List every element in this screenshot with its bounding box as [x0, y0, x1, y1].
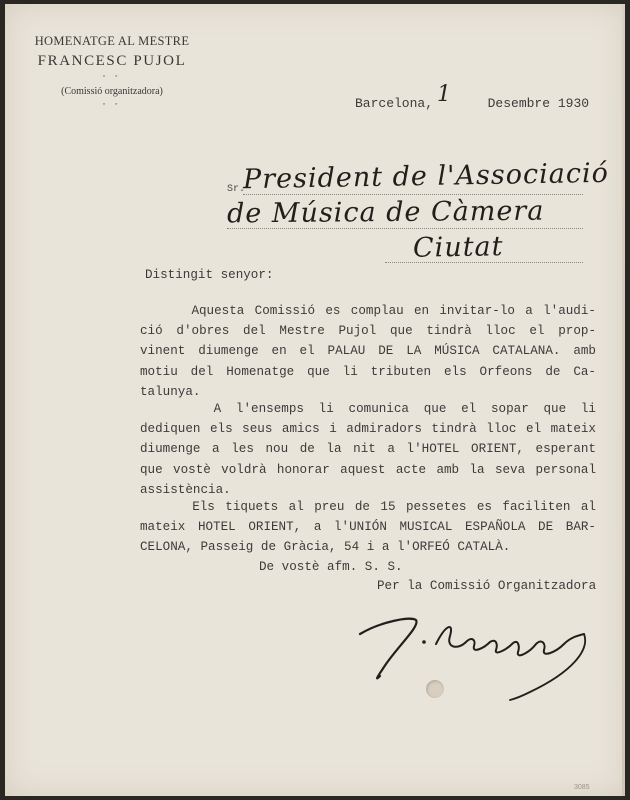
paragraph-line: Els tiquets al preu de 15 pessetes es faciliten al: [140, 500, 596, 514]
paragraph-line: que vostè voldrà honorar aquest acte amb la seva personal: [140, 462, 596, 477]
handwritten-day: 1: [437, 82, 451, 107]
archive-mark: 3085: [574, 784, 590, 791]
paragraph-line: motiu del Homenatge que li tributen els Orfeons de Ca-: [140, 364, 596, 379]
date-suffix: Desembre 1930: [487, 96, 590, 111]
handwritten-recipient-line-3: Ciutat: [412, 231, 504, 264]
paragraph-line: dediquen els seus amics i admiradors tindrà lloc el mateix: [140, 422, 596, 437]
letterhead-ornament: ◦ ◦: [102, 72, 122, 80]
letter-page: [5, 4, 625, 796]
closing-formula: De vostè afm. S. S.: [259, 560, 403, 574]
handwritten-recipient-line-2: de Música de Càmera: [226, 195, 545, 230]
paper-edge: [622, 4, 625, 796]
date-prefix: Barcelona,: [355, 96, 434, 111]
letter-date: [355, 96, 589, 111]
greeting: Distingit senyor:: [145, 268, 274, 282]
paper-stain: [426, 680, 444, 698]
paragraph-invitation: [140, 301, 596, 402]
letterhead: [27, 34, 197, 108]
paragraph-line: A l'ensemps li comunica que el sopar que li: [140, 402, 596, 416]
paragraph-line: ció d'obres del Mestre Pujol que tindrà lloc el prop-: [140, 324, 596, 339]
paragraph-line: talunya.: [140, 384, 201, 399]
paragraph-line: Aquesta Comissió es complau en invitar-lo a l'audi-: [140, 304, 596, 318]
paragraph-tickets: [140, 497, 596, 558]
letterhead-ornament-lower: ◦ ◦: [102, 100, 122, 108]
paragraph-line: CELONA, Passeig de Gràcia, 54 i a l'ORFEÓ CATALÀ.: [140, 540, 511, 555]
letterhead-name: FRANCESC PUJOL: [37, 53, 187, 69]
letterhead-title: HOMENATGE AL MESTRE: [34, 34, 190, 48]
letterhead-subtitle: (Comissió organitzadora): [61, 86, 163, 97]
signoff: Per la Comissió Organitzadora: [377, 579, 597, 593]
paragraph-line: diumenge a les nou de la nit a l'HOTEL ORIENT, esperant: [140, 442, 596, 457]
paragraph-line: assistència.: [140, 482, 231, 497]
salutation-prefix: Sr.: [227, 184, 246, 195]
paragraph-line: vinent diumenge en el PALAU DE LA MÚSICA CATALANA. amb: [140, 344, 596, 359]
paragraph-dinner: [140, 399, 596, 500]
handwritten-recipient-line-1: President de l'Associació: [242, 157, 610, 196]
handwritten-signature: [350, 604, 610, 704]
paragraph-line: mateix HOTEL ORIENT, a l'UNIÓN MUSICAL ESPAÑOLA DE BAR-: [140, 520, 596, 535]
